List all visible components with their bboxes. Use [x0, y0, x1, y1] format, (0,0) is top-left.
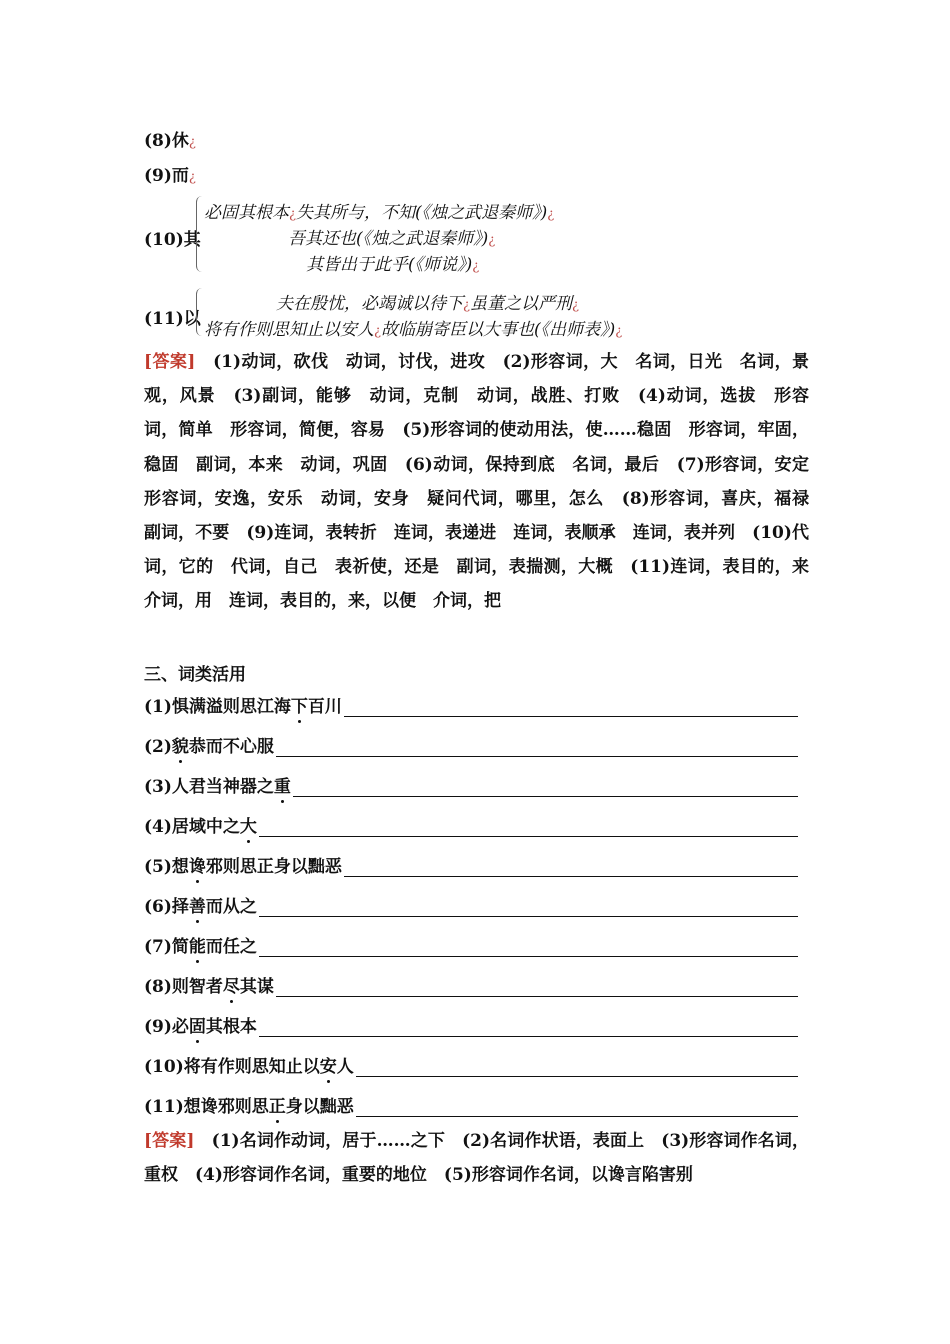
answer-blank[interactable] [356, 1060, 798, 1077]
question-8: (8)则智者尽其谋 [144, 972, 798, 997]
question-4: (4)居域中之大 [144, 812, 798, 837]
item-10-label: (10)其 [144, 230, 201, 250]
answer-blank[interactable] [259, 900, 798, 917]
question-1: (1)惧满溢则思江海下百川 [144, 692, 798, 717]
answer-blank[interactable] [356, 1100, 798, 1117]
section-title: 三、词类活用 [144, 665, 246, 685]
question-11: (11)想谗邪则思正身以黜恶 [144, 1092, 798, 1117]
question-10: (10)将有作则思知止以安人 [144, 1052, 798, 1077]
item-10-line-2: 吾其还也(《烛之武退秦师》)¿ [288, 229, 496, 249]
brace [196, 196, 203, 272]
answer-text: (1)动词，砍伐 动词，讨伐，进攻 (2)形容词，大 名词，日光 名词，景观，风景 (3)副词，能够 动词，克制 动词，战胜、打败 (4)动词，选拔 形容词，简单 形容词，简便，容易 (5)形容词的使动用法，使……稳固 形容词，牢固，稳固 副词，本来 动词，巩固 (6)动词，保持到底 名词，最后 (7)形容词，安定 形容词，安逸，安乐 动词，安身 疑问代词，哪里，怎么 (8)形容词，喜庆，福禄 副词，不要 (9)连词，表转折 连词，表递进 连词，表顺承 连词，表并列 (10)代词，它的 代词，自己 表祈使，还是 副词，表揣测，大概 (11)连词，表目的，来 介词，用 连词，表目的，来，以便 介词，把 [144, 352, 826, 612]
answer-blank[interactable] [276, 740, 798, 757]
answer-blank[interactable] [259, 1020, 798, 1037]
answer-blank[interactable] [259, 940, 798, 957]
answer-blank[interactable] [259, 820, 798, 837]
edit-mark: ¿ [188, 170, 196, 185]
answer-blank[interactable] [276, 980, 798, 997]
answer-block-2 [144, 1124, 809, 1192]
question-6: (6)择善而从之 [144, 892, 798, 917]
question-3: (3)人君当神器之重 [144, 772, 798, 797]
question-9: (9)必固其根本 [144, 1012, 798, 1037]
question-7: (7)简能而任之 [144, 932, 798, 957]
answer-blank[interactable] [344, 860, 798, 877]
answer-tag: [答案] [144, 1131, 195, 1151]
answer-block-1 [144, 345, 826, 619]
answer-tag: [答案] [144, 352, 196, 372]
item-11-line-1: 夫在殷忧，必竭诚以待下¿虽董之以严刑¿ [276, 294, 579, 314]
item-11-line-2: 将有作则思知止以安人¿故临崩寄臣以大事也(《出师表》)¿ [204, 320, 623, 340]
answer-blank[interactable] [344, 700, 798, 717]
answer-blank[interactable] [293, 780, 798, 797]
item-9: (9)而¿ [144, 166, 196, 186]
brace [196, 288, 203, 336]
question-5: (5)想谗邪则思正身以黜恶 [144, 852, 798, 877]
item-10-line-1: 必固其根本¿失其所与，不知(《烛之武退秦师》)¿ [204, 203, 555, 223]
answer-text: (1)名词作动词，居于……之下 (2)名词作状语，表面上 (3)形容词作名词，重权 (4)形容词作名词，重要的地位 (5)形容词作名词，以谗言陷害别 [144, 1131, 809, 1186]
item-11-label: (11)以 [144, 309, 201, 329]
item-8: (8)休¿ [144, 131, 196, 151]
item-10-line-3: 其皆出于此乎(《师说》)¿ [306, 255, 480, 275]
edit-mark: ¿ [188, 135, 196, 150]
question-2: (2)貌恭而不心服 [144, 732, 798, 757]
